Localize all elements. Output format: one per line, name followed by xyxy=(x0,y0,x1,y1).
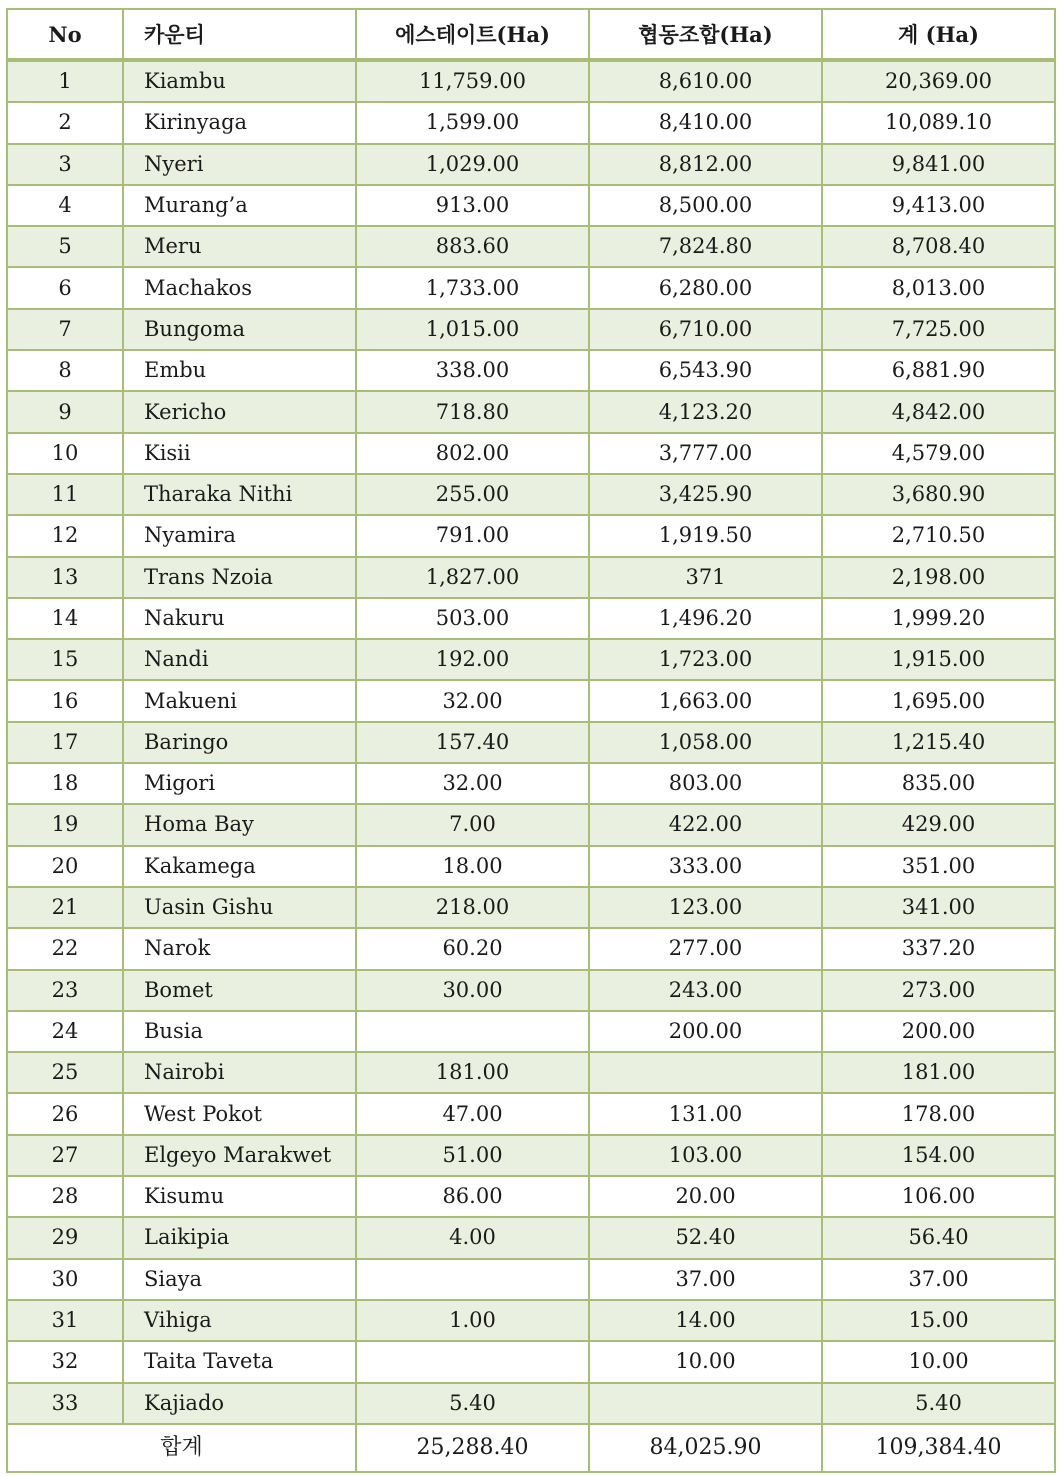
cell-no: 20 xyxy=(7,846,123,887)
table-row xyxy=(7,144,1055,185)
cell-total: 1,915.00 xyxy=(822,639,1055,680)
table-row xyxy=(7,1341,1055,1382)
cell-total: 6,881.90 xyxy=(822,350,1055,391)
cell-estate: 913.00 xyxy=(356,185,589,226)
cell-estate: 1,029.00 xyxy=(356,144,589,185)
table-row xyxy=(7,309,1055,350)
cell-county: Nyamira xyxy=(123,515,356,556)
table-row xyxy=(7,887,1055,928)
cell-coop: 8,610.00 xyxy=(589,60,822,102)
cell-coop: 52.40 xyxy=(589,1217,822,1258)
cell-total: 835.00 xyxy=(822,763,1055,804)
cell-estate: 192.00 xyxy=(356,639,589,680)
cell-no: 18 xyxy=(7,763,123,804)
cell-county: Murang’a xyxy=(123,185,356,226)
cell-coop: 6,710.00 xyxy=(589,309,822,350)
cell-total: 2,198.00 xyxy=(822,557,1055,598)
cell-no: 1 xyxy=(7,60,123,102)
county-area-table xyxy=(6,8,1056,1473)
cell-estate xyxy=(356,1011,589,1052)
cell-county: Kericho xyxy=(123,391,356,432)
cell-county: Busia xyxy=(123,1011,356,1052)
table-row xyxy=(7,185,1055,226)
cell-coop: 333.00 xyxy=(589,846,822,887)
cell-county: Meru xyxy=(123,226,356,267)
cell-no: 7 xyxy=(7,309,123,350)
cell-estate: 718.80 xyxy=(356,391,589,432)
cell-total: 337.20 xyxy=(822,928,1055,969)
cell-estate: 883.60 xyxy=(356,226,589,267)
cell-estate: 4.00 xyxy=(356,1217,589,1258)
cell-county: Siaya xyxy=(123,1259,356,1300)
cell-county: Trans Nzoia xyxy=(123,557,356,598)
cell-county: Nandi xyxy=(123,639,356,680)
cell-no: 17 xyxy=(7,722,123,763)
cell-coop: 1,058.00 xyxy=(589,722,822,763)
cell-no: 3 xyxy=(7,144,123,185)
cell-county: Laikipia xyxy=(123,1217,356,1258)
cell-total: 341.00 xyxy=(822,887,1055,928)
cell-coop: 1,919.50 xyxy=(589,515,822,556)
total-estate: 25,288.40 xyxy=(356,1424,589,1472)
cell-total: 1,215.40 xyxy=(822,722,1055,763)
cell-total: 273.00 xyxy=(822,970,1055,1011)
total-row xyxy=(7,1424,1055,1472)
cell-estate: 7.00 xyxy=(356,804,589,845)
cell-no: 11 xyxy=(7,474,123,515)
table-container xyxy=(6,8,1054,1473)
cell-county: Machakos xyxy=(123,267,356,308)
cell-county: Kiambu xyxy=(123,60,356,102)
cell-estate: 32.00 xyxy=(356,763,589,804)
cell-total: 106.00 xyxy=(822,1176,1055,1217)
cell-total: 429.00 xyxy=(822,804,1055,845)
cell-coop: 131.00 xyxy=(589,1093,822,1134)
cell-no: 8 xyxy=(7,350,123,391)
cell-county: Kirinyaga xyxy=(123,102,356,143)
total-coop: 84,025.90 xyxy=(589,1424,822,1472)
cell-no: 12 xyxy=(7,515,123,556)
cell-coop: 37.00 xyxy=(589,1259,822,1300)
cell-estate: 802.00 xyxy=(356,433,589,474)
cell-total: 1,999.20 xyxy=(822,598,1055,639)
cell-no: 23 xyxy=(7,970,123,1011)
table-row xyxy=(7,1300,1055,1341)
cell-no: 29 xyxy=(7,1217,123,1258)
cell-county: Tharaka Nithi xyxy=(123,474,356,515)
cell-estate: 51.00 xyxy=(356,1135,589,1176)
table-row xyxy=(7,1176,1055,1217)
cell-estate: 47.00 xyxy=(356,1093,589,1134)
cell-total: 2,710.50 xyxy=(822,515,1055,556)
cell-total: 178.00 xyxy=(822,1093,1055,1134)
cell-county: Nyeri xyxy=(123,144,356,185)
cell-estate: 60.20 xyxy=(356,928,589,969)
cell-no: 16 xyxy=(7,680,123,721)
cell-coop: 8,500.00 xyxy=(589,185,822,226)
cell-total: 8,708.40 xyxy=(822,226,1055,267)
cell-estate: 503.00 xyxy=(356,598,589,639)
cell-coop: 4,123.20 xyxy=(589,391,822,432)
table-body xyxy=(7,60,1055,1424)
header-estate: 에스테이트(Ha) xyxy=(356,9,589,60)
cell-coop: 123.00 xyxy=(589,887,822,928)
table-row xyxy=(7,1383,1055,1424)
table-row xyxy=(7,102,1055,143)
cell-total: 20,369.00 xyxy=(822,60,1055,102)
cell-coop: 6,280.00 xyxy=(589,267,822,308)
cell-no: 4 xyxy=(7,185,123,226)
cell-no: 30 xyxy=(7,1259,123,1300)
table-row xyxy=(7,226,1055,267)
cell-county: Vihiga xyxy=(123,1300,356,1341)
table-row xyxy=(7,1052,1055,1093)
cell-county: Nakuru xyxy=(123,598,356,639)
cell-estate: 86.00 xyxy=(356,1176,589,1217)
table-row xyxy=(7,557,1055,598)
cell-county: Nairobi xyxy=(123,1052,356,1093)
table-row xyxy=(7,763,1055,804)
cell-no: 33 xyxy=(7,1383,123,1424)
cell-total: 5.40 xyxy=(822,1383,1055,1424)
header-coop: 협동조합(Ha) xyxy=(589,9,822,60)
header-total: 계 (Ha) xyxy=(822,9,1055,60)
cell-total: 15.00 xyxy=(822,1300,1055,1341)
header-county: 카운티 xyxy=(123,9,356,60)
cell-coop: 103.00 xyxy=(589,1135,822,1176)
table-row xyxy=(7,391,1055,432)
cell-estate: 338.00 xyxy=(356,350,589,391)
cell-county: Uasin Gishu xyxy=(123,887,356,928)
cell-total: 8,013.00 xyxy=(822,267,1055,308)
cell-estate: 1,599.00 xyxy=(356,102,589,143)
cell-no: 2 xyxy=(7,102,123,143)
cell-estate: 1,733.00 xyxy=(356,267,589,308)
cell-total: 56.40 xyxy=(822,1217,1055,1258)
cell-no: 27 xyxy=(7,1135,123,1176)
cell-no: 6 xyxy=(7,267,123,308)
cell-estate: 255.00 xyxy=(356,474,589,515)
cell-estate: 1.00 xyxy=(356,1300,589,1341)
cell-estate: 1,827.00 xyxy=(356,557,589,598)
header-row xyxy=(7,9,1055,60)
cell-no: 26 xyxy=(7,1093,123,1134)
table-row xyxy=(7,433,1055,474)
cell-county: Kisumu xyxy=(123,1176,356,1217)
cell-coop: 371 xyxy=(589,557,822,598)
cell-no: 24 xyxy=(7,1011,123,1052)
cell-total: 1,695.00 xyxy=(822,680,1055,721)
cell-estate: 5.40 xyxy=(356,1383,589,1424)
cell-coop: 1,663.00 xyxy=(589,680,822,721)
cell-coop: 1,496.20 xyxy=(589,598,822,639)
cell-coop: 200.00 xyxy=(589,1011,822,1052)
cell-coop: 7,824.80 xyxy=(589,226,822,267)
cell-county: West Pokot xyxy=(123,1093,356,1134)
cell-coop: 277.00 xyxy=(589,928,822,969)
header-no: No xyxy=(7,9,123,60)
cell-no: 31 xyxy=(7,1300,123,1341)
cell-total: 181.00 xyxy=(822,1052,1055,1093)
table-row xyxy=(7,970,1055,1011)
cell-county: Bomet xyxy=(123,970,356,1011)
cell-estate: 157.40 xyxy=(356,722,589,763)
cell-estate: 30.00 xyxy=(356,970,589,1011)
cell-no: 15 xyxy=(7,639,123,680)
cell-total: 7,725.00 xyxy=(822,309,1055,350)
table-row xyxy=(7,474,1055,515)
cell-estate: 218.00 xyxy=(356,887,589,928)
table-row xyxy=(7,1093,1055,1134)
cell-no: 13 xyxy=(7,557,123,598)
cell-no: 19 xyxy=(7,804,123,845)
table-row xyxy=(7,1011,1055,1052)
cell-total: 154.00 xyxy=(822,1135,1055,1176)
cell-county: Bungoma xyxy=(123,309,356,350)
cell-coop: 20.00 xyxy=(589,1176,822,1217)
cell-coop: 243.00 xyxy=(589,970,822,1011)
cell-estate xyxy=(356,1259,589,1300)
cell-coop: 14.00 xyxy=(589,1300,822,1341)
cell-no: 22 xyxy=(7,928,123,969)
cell-no: 9 xyxy=(7,391,123,432)
cell-total: 9,413.00 xyxy=(822,185,1055,226)
table-row xyxy=(7,267,1055,308)
table-row xyxy=(7,1217,1055,1258)
cell-county: Narok xyxy=(123,928,356,969)
table-row xyxy=(7,515,1055,556)
cell-estate: 791.00 xyxy=(356,515,589,556)
cell-no: 21 xyxy=(7,887,123,928)
cell-coop: 10.00 xyxy=(589,1341,822,1382)
cell-coop: 8,812.00 xyxy=(589,144,822,185)
cell-coop xyxy=(589,1383,822,1424)
table-row xyxy=(7,60,1055,102)
cell-coop: 6,543.90 xyxy=(589,350,822,391)
cell-coop: 8,410.00 xyxy=(589,102,822,143)
cell-estate: 32.00 xyxy=(356,680,589,721)
table-row xyxy=(7,1259,1055,1300)
cell-total: 37.00 xyxy=(822,1259,1055,1300)
cell-no: 32 xyxy=(7,1341,123,1382)
cell-county: Kisii xyxy=(123,433,356,474)
cell-no: 28 xyxy=(7,1176,123,1217)
cell-coop: 803.00 xyxy=(589,763,822,804)
cell-total: 3,680.90 xyxy=(822,474,1055,515)
cell-county: Kajiado xyxy=(123,1383,356,1424)
cell-county: Embu xyxy=(123,350,356,391)
table-row xyxy=(7,680,1055,721)
table-row xyxy=(7,928,1055,969)
cell-county: Kakamega xyxy=(123,846,356,887)
cell-county: Elgeyo Marakwet xyxy=(123,1135,356,1176)
cell-no: 14 xyxy=(7,598,123,639)
cell-coop: 3,777.00 xyxy=(589,433,822,474)
cell-county: Makueni xyxy=(123,680,356,721)
cell-total: 4,842.00 xyxy=(822,391,1055,432)
cell-estate: 181.00 xyxy=(356,1052,589,1093)
cell-estate: 1,015.00 xyxy=(356,309,589,350)
cell-county: Homa Bay xyxy=(123,804,356,845)
cell-total: 4,579.00 xyxy=(822,433,1055,474)
cell-county: Taita Taveta xyxy=(123,1341,356,1382)
table-row xyxy=(7,722,1055,763)
total-label: 합계 xyxy=(7,1424,356,1472)
table-row xyxy=(7,350,1055,391)
cell-total: 9,841.00 xyxy=(822,144,1055,185)
table-row xyxy=(7,639,1055,680)
cell-estate: 18.00 xyxy=(356,846,589,887)
cell-county: Migori xyxy=(123,763,356,804)
cell-total: 351.00 xyxy=(822,846,1055,887)
cell-coop: 3,425.90 xyxy=(589,474,822,515)
cell-county: Baringo xyxy=(123,722,356,763)
table-row xyxy=(7,846,1055,887)
cell-total: 200.00 xyxy=(822,1011,1055,1052)
cell-estate xyxy=(356,1341,589,1382)
cell-total: 10.00 xyxy=(822,1341,1055,1382)
cell-no: 5 xyxy=(7,226,123,267)
table-row xyxy=(7,804,1055,845)
cell-no: 25 xyxy=(7,1052,123,1093)
table-row xyxy=(7,598,1055,639)
cell-coop: 422.00 xyxy=(589,804,822,845)
cell-estate: 11,759.00 xyxy=(356,60,589,102)
total-total: 109,384.40 xyxy=(822,1424,1055,1472)
cell-no: 10 xyxy=(7,433,123,474)
cell-total: 10,089.10 xyxy=(822,102,1055,143)
cell-coop: 1,723.00 xyxy=(589,639,822,680)
cell-coop xyxy=(589,1052,822,1093)
table-row xyxy=(7,1135,1055,1176)
